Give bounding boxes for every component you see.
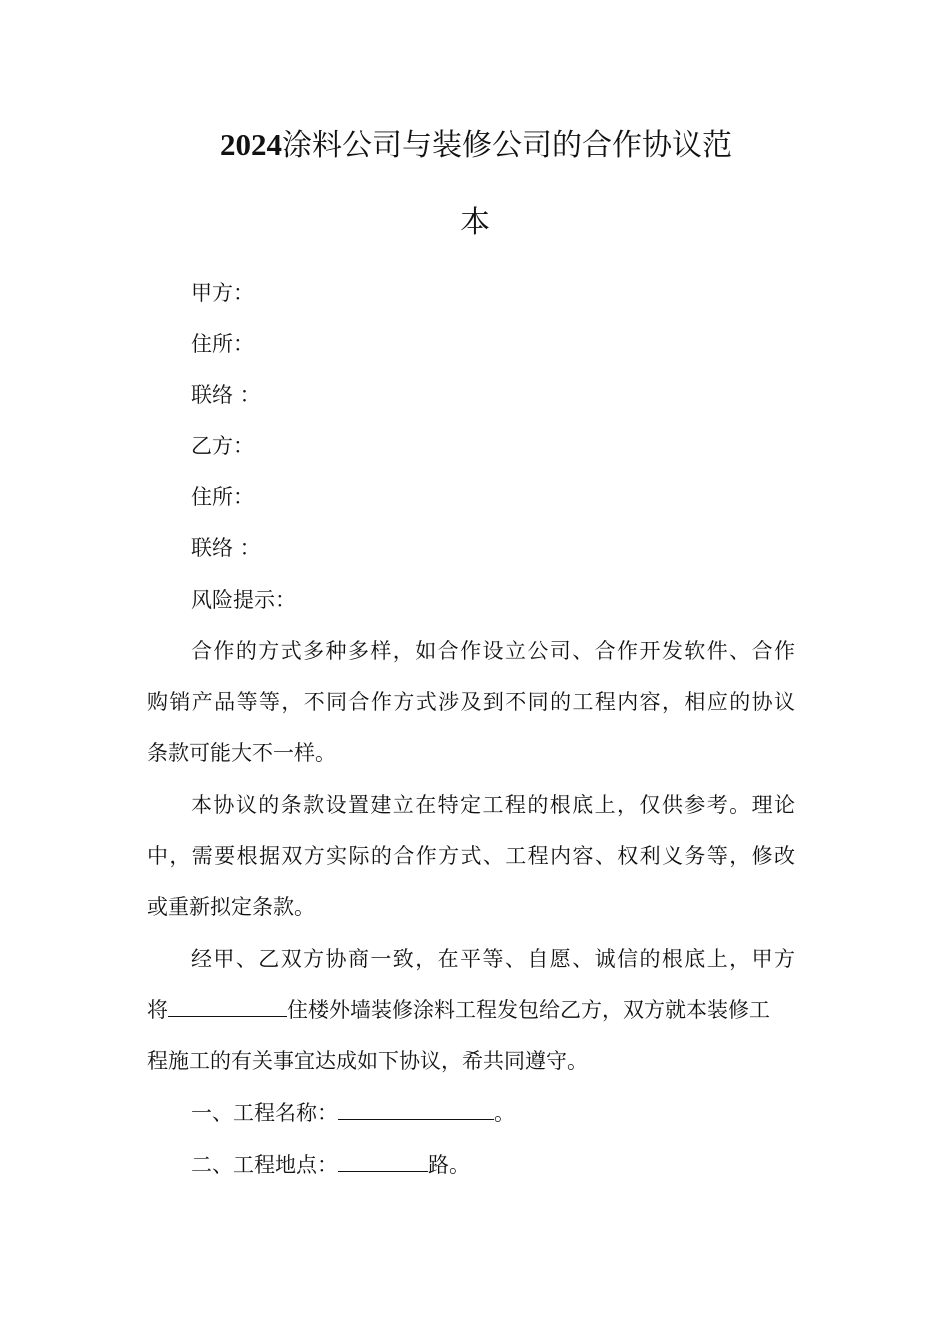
- party-b-contact-label: 联络 ：: [191, 536, 261, 560]
- paragraph-2-line-3: 或重新拟定条款。: [147, 895, 315, 919]
- document-title-line-1: [220, 125, 732, 166]
- paragraph-3-line-2-start: 将: [147, 998, 168, 1022]
- risk-heading: 风险提示：: [191, 588, 296, 612]
- title-text: 涂料公司与装修公司的合作协议范: [282, 128, 732, 163]
- building-name-blank: [168, 996, 287, 1017]
- party-a-address-label: 住所：: [191, 332, 254, 356]
- clause-2-project-location: [191, 1151, 470, 1179]
- clause-1-end: 。: [494, 1101, 515, 1125]
- party-b-label: 乙方：: [191, 434, 254, 458]
- document-title-line-2: 本: [460, 205, 490, 240]
- paragraph-1-line-2: 购销产品等等，不同合作方式涉及到不同的工程内容，相应的协议: [147, 690, 795, 714]
- party-a-label: 甲方：: [191, 281, 254, 305]
- clause-2-end: 路。: [428, 1153, 470, 1177]
- clause-1-label: 一、工程名称：: [191, 1101, 338, 1125]
- paragraph-2-line-1: 本协议的条款设置建立在特定工程的根底上，仅供参考。理论: [191, 793, 795, 817]
- clause-2-label: 二、工程地点：: [191, 1153, 338, 1177]
- party-b-address-label: 住所：: [191, 485, 254, 509]
- project-name-blank: [338, 1099, 494, 1120]
- paragraph-3-line-3: 程施工的有关事宜达成如下协议，希共同遵守。: [147, 1049, 588, 1073]
- party-a-contact-label: 联络 ：: [191, 383, 261, 407]
- paragraph-3-line-2-end: 住楼外墙装修涂料工程发包给乙方，双方就本装修工: [287, 998, 770, 1022]
- project-location-blank: [338, 1151, 428, 1172]
- clause-1-project-name: [191, 1099, 515, 1127]
- paragraph-1-line-3: 条款可能大不一样。: [147, 741, 336, 765]
- paragraph-2-line-2: 中，需要根据双方实际的合作方式、工程内容、权利义务等，修改: [147, 844, 795, 868]
- title-year: 2024: [220, 127, 282, 162]
- paragraph-3-line-2: [147, 996, 770, 1024]
- paragraph-1-line-1: 合作的方式多种多样，如合作设立公司、合作开发软件、合作: [191, 639, 795, 663]
- paragraph-3-line-1: 经甲、乙双方协商一致，在平等、自愿、诚信的根底上，甲方: [191, 947, 795, 971]
